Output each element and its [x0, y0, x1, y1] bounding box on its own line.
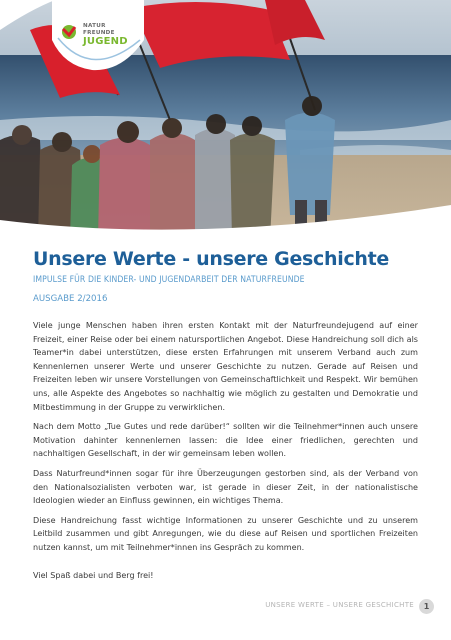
paragraph: Nach dem Motto „Tue Gutes und rede darüber!“ sollten wir die Teilnehmer*innen auch unsere Motivation dahinter kennenlernen lassen: die Idee einer friedlichen, gerechten und nachhaltigen Gesellschaft, in der wir gemeinsam leben wollen. [33, 422, 418, 459]
logo-line-1: NATUR [83, 23, 106, 29]
body-text [33, 319, 418, 582]
paragraph: Dass Naturfreund*innen sogar für ihre Überzeugungen gestorben sind, als der Verband von den Nationalsozialisten verboten war, ist gerade in dieser Zeit, in der nationalistische Ideologien wieder an Einfluss gewinnen, ein wichtiges Thema. [33, 468, 418, 506]
footer-label: UNSERE WERTE – UNSERE GESCHICHTE [265, 601, 414, 609]
paragraph: Viele junge Menschen haben ihren ersten Kontakt mit der Naturfreundejugend auf einer Freizeit, einer Reise oder bei einem natursportlichen Angebot. Diese Handreichung soll dich als Teamer*in dabei unterstützen, diese ersten Erfahrungen mit unserem Verband auch zum Kennenlernen unserer Werte und unserer Geschichte zu nutzen. Gerade auf Reisen und Freizeiten leben wir unsere Vorstellungen von Gemeinschaftlichkeit und Respekt. Wir bemühen uns, alle Aspekte des Angebotes so nachhaltig wie möglich zu gestalten und Demokratie und Mitbestimmung in der Gruppe zu verwirklichen. [33, 321, 418, 412]
page-number: 1 [419, 599, 434, 614]
main-content [33, 248, 418, 588]
page-title: Unsere Werte - unsere Geschichte [33, 248, 390, 270]
logo-line-3: JUGEND [83, 36, 128, 48]
hero-photo [0, 0, 451, 240]
logo-line-2: FREUNDE [83, 29, 115, 36]
logo[interactable] [83, 24, 128, 47]
page-subtitle: IMPULSE FÜR DIE KINDER- UND JUGENDARBEIT DER NATURFREUNDE [33, 275, 305, 285]
paragraph: Diese Handreichung fasst wichtige Informationen zu unserer Geschichte und zu unserem Leitbild zusammen und gibt Anregungen, wie du diese auf Reisen und sportlichen Freizeiten nutzen kannst, um mit Teilnehmer*innen ins Gespräch zu kommen. [33, 515, 418, 552]
closing-line: Viel Spaß dabei und Berg frei! [33, 570, 154, 580]
edition-label: AUSGABE 2/2016 [33, 294, 108, 304]
naturfreunde-hands-icon [59, 22, 79, 42]
